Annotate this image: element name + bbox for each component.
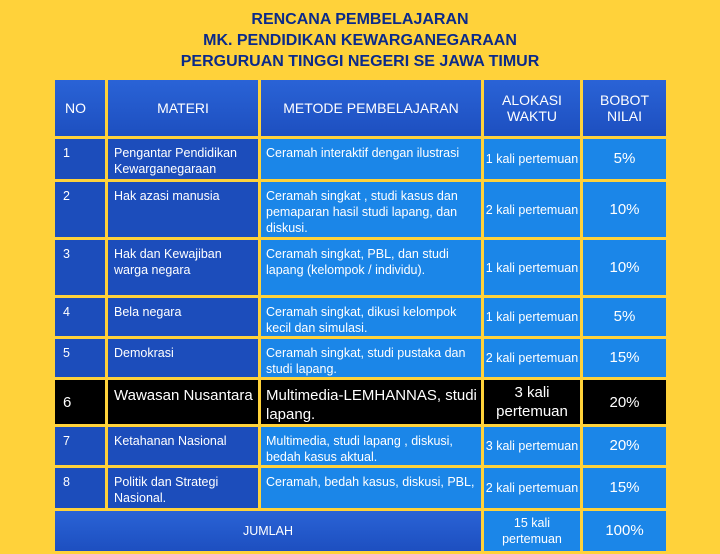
cell-metode: Ceramah singkat, studi pustaka dan studi lapang. <box>261 339 481 377</box>
cell-materi: Hak dan Kewajiban warga negara <box>108 240 258 295</box>
cell-alokasi: 3 kali pertemuan <box>484 380 580 424</box>
cell-alokasi: 2 kali pertemuan <box>484 182 580 237</box>
cell-alokasi: 1 kali pertemuan <box>484 139 580 179</box>
cell-metode: Ceramah interaktif dengan ilustrasi <box>261 139 481 179</box>
cell-no: 7 <box>55 427 105 465</box>
title-line-3: PERGURUAN TINGGI NEGERI SE JAWA TIMUR <box>180 53 540 70</box>
cell-materi: Bela negara <box>108 298 258 336</box>
cell-bobot: 20% <box>583 380 666 424</box>
table-row <box>55 468 666 508</box>
table-row <box>55 339 666 377</box>
cell-bobot: 20% <box>583 427 666 465</box>
cell-alokasi: 1 kali pertemuan <box>484 240 580 295</box>
cell-bobot: 15% <box>583 468 666 508</box>
title-line-1: RENCANA PEMBELAJARAN <box>251 11 469 28</box>
cell-metode: Multimedia-LEMHANNAS, studi lapang. <box>261 380 481 424</box>
cell-alokasi: 3 kali pertemuan <box>484 427 580 465</box>
header-no: NO <box>55 80 105 136</box>
cell-bobot: 10% <box>583 240 666 295</box>
cell-materi: Politik dan Strategi Nasional. <box>108 468 258 508</box>
cell-metode: Ceramah singkat, PBL, dan studi lapang (kelompok / individu). <box>261 240 481 295</box>
cell-metode: Multimedia, studi lapang , diskusi, bedah kasus aktual. <box>261 427 481 465</box>
slide-title <box>0 9 720 72</box>
cell-no: 5 <box>55 339 105 377</box>
lesson-plan-table <box>52 77 669 554</box>
cell-materi: Wawasan Nusantara <box>108 380 258 424</box>
header-bobot: BOBOT NILAI <box>583 80 666 136</box>
header-alokasi: ALOKASI WAKTU <box>484 80 580 136</box>
cell-no: 4 <box>55 298 105 336</box>
total-bobot: 100% <box>583 511 666 551</box>
cell-no: 6 <box>55 380 105 424</box>
cell-alokasi: 2 kali pertemuan <box>484 339 580 377</box>
title-line-2: MK. PENDIDIKAN KEWARGANEGARAAN <box>203 32 517 49</box>
table-row <box>55 427 666 465</box>
cell-metode: Ceramah, bedah kasus, diskusi, PBL, <box>261 468 481 508</box>
header-row <box>55 80 666 136</box>
cell-materi: Pengantar Pendidikan Kewarganegaraan <box>108 139 258 179</box>
cell-bobot: 10% <box>583 182 666 237</box>
cell-bobot: 15% <box>583 339 666 377</box>
cell-metode: Ceramah singkat, dikusi kelompok kecil dan simulasi. <box>261 298 481 336</box>
total-row <box>55 511 666 551</box>
cell-bobot: 5% <box>583 298 666 336</box>
table-row <box>55 182 666 237</box>
cell-no: 1 <box>55 139 105 179</box>
cell-materi: Ketahanan Nasional <box>108 427 258 465</box>
cell-alokasi: 1 kali pertemuan <box>484 298 580 336</box>
cell-no: 3 <box>55 240 105 295</box>
cell-materi: Demokrasi <box>108 339 258 377</box>
table-row <box>55 139 666 179</box>
table-row <box>55 298 666 336</box>
header-metode: METODE PEMBELAJARAN <box>261 80 481 136</box>
cell-no: 2 <box>55 182 105 237</box>
total-label: JUMLAH <box>55 511 481 551</box>
table-row <box>55 240 666 295</box>
total-alokasi: 15 kali pertemuan <box>484 511 580 551</box>
cell-bobot: 5% <box>583 139 666 179</box>
cell-alokasi: 2 kali pertemuan <box>484 468 580 508</box>
table-row-highlighted <box>55 380 666 424</box>
cell-metode: Ceramah singkat , studi kasus dan pemaparan hasil studi lapang, dan diskusi. <box>261 182 481 237</box>
header-materi: MATERI <box>108 80 258 136</box>
cell-materi: Hak azasi manusia <box>108 182 258 237</box>
cell-no: 8 <box>55 468 105 508</box>
